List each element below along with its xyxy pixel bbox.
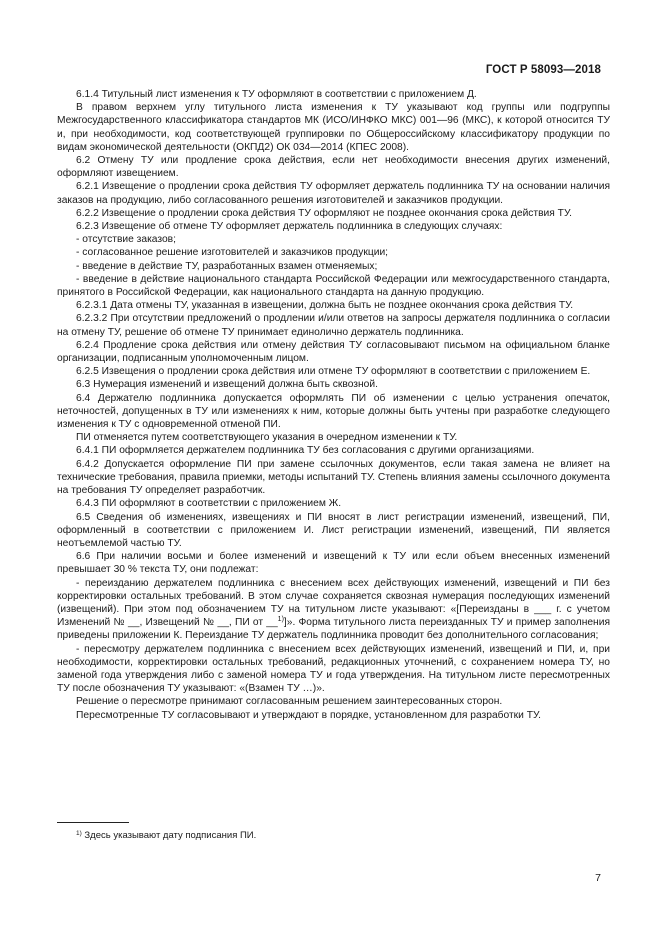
footnote-divider: [57, 822, 129, 823]
paragraph: 6.2.3.1 Дата отмены ТУ, указанная в извещении, должна быть не позднее окончания срока действия ТУ.: [76, 300, 574, 312]
paragraph: 6.2.1 Извещение о продлении срока действия ТУ оформляет держатель подлинника ТУ на основании наличия заказов на продукцию, либо согласованного решения изготовителей и заказчиков продукции.: [57, 181, 610, 206]
paragraph: 6.2.3.2 При отсутствии предложений о продлении и/или ответов на запросы держателя подлинника о согласии на отмену ТУ, решение об отмене ТУ принимает единолично держатель подлинника.: [57, 313, 610, 338]
paragraph: 6.6 При наличии восьми и более изменений и извещений к ТУ или если объем внесенных изменений превышает 30 % текста ТУ, они подлежат:: [57, 551, 610, 576]
list-item: - введение в действие ТУ, разработанных взамен отменяемых;: [76, 260, 378, 272]
paragraph: 6.4.2 Допускается оформление ПИ при замене ссылочных документов, если такая замена не влияет на технические требования, правила приемки, методы испытаний ТУ. Степень влияния замены ссылочного документа на требования ТУ определяет разработчик.: [57, 458, 610, 497]
paragraph: Решение о пересмотре принимают согласованным решением заинтересованных сторон.: [76, 696, 503, 708]
paragraph: 6.4 Держателю подлинника допускается оформлять ПИ об изменении с целью устранения опечаток, неточностей, допущенных в ТУ или изменениях к ним, которые должны быть учтены при разработке следующего изменения к ТУ с одновременной отменой ПИ.: [57, 392, 610, 431]
page-number: 7: [595, 872, 601, 884]
list-item-reissue: [57, 577, 610, 643]
reissue-text-b: ]». Форма титульного листа переизданных ТУ и пример заполнения приведены приложении К. Переиздание ТУ держатель подлинника проводит без дополнительного согласования;: [57, 617, 610, 642]
document-body: [57, 88, 610, 722]
list-item: - введение в действие национального стандарта Российской Федерации или межгосударственного стандарта, принятого в Российской Федерации, как национального стандарта на данную продукцию.: [57, 273, 610, 299]
list-item: - согласованное решение изготовителей и заказчиков продукции;: [76, 247, 389, 259]
paragraph: 6.3 Нумерация изменений и извещений должна быть сквозной.: [76, 379, 378, 391]
paragraph: 6.1.4 Титульный лист изменения к ТУ оформляют в соответствии с приложением Д.: [76, 89, 477, 100]
paragraph: 6.4.3 ПИ оформляют в соответствии с приложением Ж.: [76, 498, 342, 510]
list-item: - отсутствие заказов;: [76, 234, 176, 246]
paragraph: Пересмотренные ТУ согласовывают и утверждают в порядке, установленном для разработки ТУ.: [76, 709, 542, 721]
reissue-text-a: - переизданию держателем подлинника с внесением всех действующих изменений, извещений и ПИ без корректировки остальных требований. В этом случае сохраняется сквозная нумерация последующих изменений (извещений). При этом под обозначением ТУ на титульном листе указывают: «[Переизданы в ___ г. с учетом Изменений № __, Извещений № __, ПИ от __: [57, 577, 610, 629]
paragraph: ПИ отменяется путем соответствующего указания в очередном изменении к ТУ.: [76, 432, 458, 444]
paragraph: 6.2.3 Извещение об отмене ТУ оформляет держатель подлинника в следующих случаях:: [76, 221, 503, 233]
doc-header-code: ГОСТ Р 58093—2018: [485, 64, 601, 76]
footnote-text: Здесь указывают дату подписания ПИ.: [81, 830, 257, 841]
paragraph: 6.2 Отмену ТУ или продление срока действия, если нет необходимости внесения других изменений, оформляют извещением.: [57, 155, 610, 180]
footnote-marker: 1): [76, 830, 82, 837]
list-item: - пересмотру держателем подлинника с внесением всех действующих изменений, извещений и ПИ, и, при необходимости, корректировки остальных требований, редакционных уточнений, с сохранением номера ТУ, но заменой года утверждения либо с заменой номера ТУ и года утверждения. На титульном листе пересмотренных ТУ после обозначения ТУ указывают: «(Взамен ТУ …)».: [57, 643, 610, 695]
footnote: [76, 830, 256, 842]
paragraph: 6.2.5 Извещения о продлении срока действия или отмене ТУ оформляют в соответствии с приложением Е.: [76, 366, 591, 378]
footnote-ref: 1): [277, 616, 284, 624]
paragraph: 6.2.2 Извещение о продлении срока действия ТУ оформляют не позднее окончания срока действия ТУ.: [76, 207, 572, 219]
paragraph: В правом верхнем углу титульного листа изменения к ТУ указывают код группы или подгруппы Межгосударственного классификатора стандартов МК (ИСО/ИНФКО МКС) 001—96 (МКС), к которой относится ТУ и, при необходимости, код соответствующей группировки по Общероссийскому классификатору продукции по видам экономической деятельности (ОКПД2) ОК 034—2014 (КПЕС 2008).: [57, 102, 610, 153]
paragraph: 6.4.1 ПИ оформляется держателем подлинника ТУ без согласования с другими организациями.: [76, 445, 535, 457]
paragraph: 6.2.4 Продление срока действия или отмену действия ТУ согласовывают письмом на официальном бланке организации, подписанным уполномоченным лицом.: [57, 339, 610, 365]
paragraph: 6.5 Сведения об изменениях, извещениях и ПИ вносят в лист регистрации изменений, извещений, ПИ, оформленный в соответствии с приложением И. Лист регистрации изменений, извещений, ПИ является неотъемлемой частью ТУ.: [57, 511, 610, 549]
